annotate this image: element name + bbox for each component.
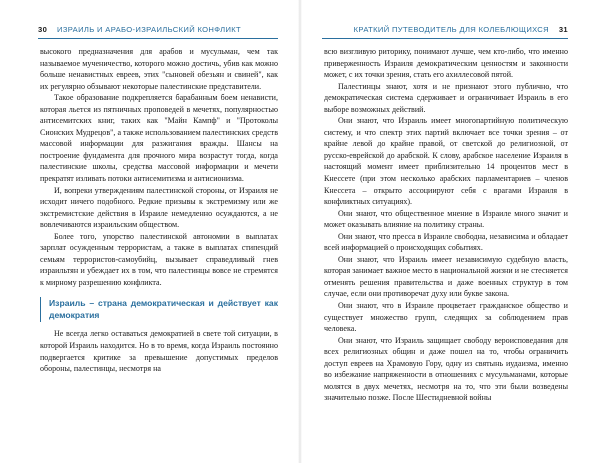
- paragraph: Они знают, что в Израиле процветает гражданское общество и существует множество групп, следящих за соблюдением прав человека.: [324, 301, 568, 334]
- paragraph: Они знают, что пресса в Израиле свободна, независима и обладает всей информацией о происходящих событиях.: [324, 231, 568, 253]
- right-page: [300, 0, 600, 463]
- paragraph: Не всегда легко оставаться демократией в свете той ситуации, в которой Израиль находится. Но в то время, когда Израиль постоянно подвергается критике за превышение допустимых пределов обороны, палестинцы, несмотря на: [40, 329, 278, 374]
- left-running-head: [38, 24, 241, 36]
- paragraph: Они знают, что Израиль имеет независимую судебную власть, которая занимает важное место в национальной жизни и не стесняется отменять решения правительства и даже военных структур в том случае, если они противоречат духу или букве закона.: [324, 254, 568, 299]
- section-heading: Израиль – страна демократическая и действует как демократия: [40, 297, 278, 322]
- paragraph: Более того, упорство палестинской автономии в выплатах зарплат осужденным террористам, а также в выплатах стипендий семьям террористов-самоубийц, вызывает справедливый гнев израильтян и убеждает их в том, что палестинцы вовсе не стремятся к мирному разрешению конфликта.: [40, 231, 278, 287]
- paragraph: высокого предназначения для арабов и мусульман, чем так называемое мученичество, которого можно достичь, убив как можно больше ненавистных евреев, этих "сыновей обезьян и свиней", как их регулярно обзывают некоторые палестинские представители.: [40, 47, 278, 91]
- paragraph: Они знают, что Израиль защищает свободу вероисповедания для всех религиозных общин и даже пошел на то, чтобы ограничить доступ евреев на Храмовую Гору, одну из святынь иудаизма, именно во избежание напряженности в отношениях с мусульманами, которые молятся в двух мечетях, несмотря на то, что эти были возведены значительно позже. После Шестидневной войны: [324, 335, 568, 403]
- right-text-column: [324, 46, 568, 404]
- paragraph: Палестинцы знают, хотя и не признают этого публично, что демократическая система сдерживает и ограничивает Израиль в его выборе возможных действий.: [324, 81, 568, 114]
- paragraph: Они знают, что общественное мнение в Израиле много значит и может оказывать влияние на политику страны.: [324, 208, 568, 230]
- right-page-number: 31: [558, 25, 568, 34]
- right-header-rule: [322, 38, 568, 39]
- left-page-number: 30: [38, 25, 48, 34]
- paragraph: Такое образование подкрепляется барабанным боем ненависти, которая льется из пятничных проповедей в мечетях, популярностью антисемитских книг, таких как "Майн Кампф" и "Протоколы Сионских Мудрецов", а также использованием палестинских средств массовой информации для разжигания вражды. Шансы на построение фундамента для прочного мира возрастут тогда, когда палестинские школы, средства массовой информации и мечети прекратят изливать потоки антисемитизма и антисионизма.: [40, 93, 278, 184]
- right-running-head: [354, 24, 568, 36]
- left-text-column: [40, 46, 278, 375]
- right-running-title: КРАТКИЙ ПУТЕВОДИТЕЛЬ ДЛЯ КОЛЕБЛЮЩИХСЯ: [353, 25, 549, 34]
- left-running-title: ИЗРАИЛЬ И АРАБО-ИЗРАИЛЬСКИЙ КОНФЛИКТ: [57, 25, 242, 34]
- paragraph: И, вопреки утверждениям палестинской стороны, от Израиля не исходит ничего подобного. Редкие призывы к экстремизму или же экстремистские действия в Израиле немедленно осуждаются, а не вовлечиваются израильским обществом.: [40, 185, 278, 230]
- paragraph: всю визгливую риторику, понимают лучше, чем кто-либо, что именно приверженность Израиля демократическим ценностям и законности может, с их точки зрения, стать его ахиллесовой пятой.: [324, 47, 568, 80]
- paragraph: Они знают, что Израиль имеет многопартийную политическую систему, и что спектр этих партий включает все точки зрения – от крайне левой до крайне правой, от светской до религиозной, от русско-еврейской до арабской. К слову, арабское население Израиля в настоящий момент имеет приблизительно 14 процентов мест в Кнессете (при этом несколько арабских парламентариев – членов Кнессета – открыто ассоциируют себя с врагами Израиля в конфликтных ситуациях).: [324, 116, 568, 207]
- left-header-rule: [38, 38, 278, 39]
